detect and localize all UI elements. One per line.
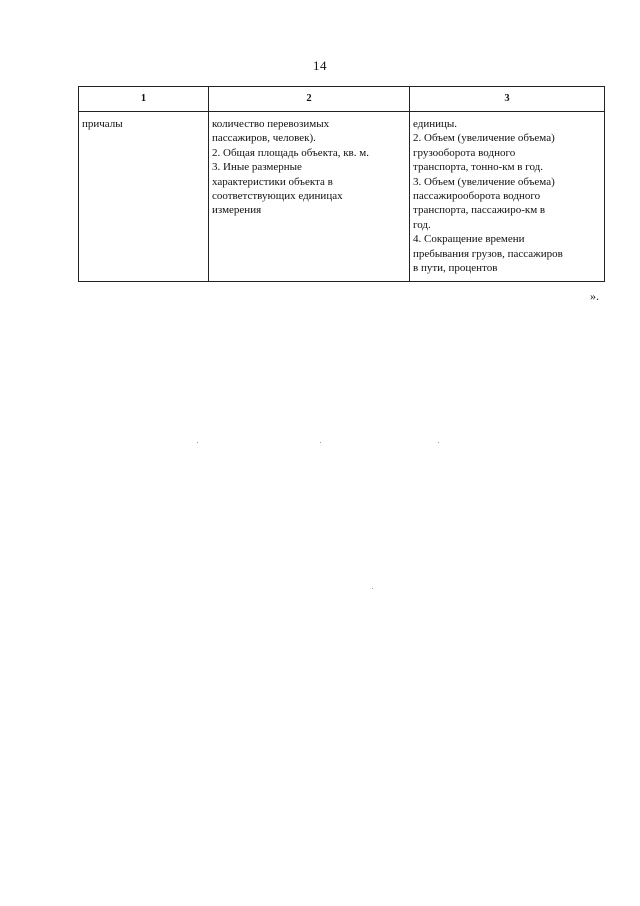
cell-line: характеристики объекта в xyxy=(212,175,333,188)
cell-line: пассажиров, человек). xyxy=(212,132,316,145)
closing-quote-mark: ». xyxy=(590,289,599,303)
cell-line: 3. Объем (увеличение объема) xyxy=(413,175,555,188)
table-header-row xyxy=(79,87,605,112)
scan-speck xyxy=(438,442,439,443)
scan-speck xyxy=(372,588,373,589)
cell-line: 4. Сокращение времени xyxy=(413,233,525,246)
scan-speck xyxy=(320,442,321,443)
cell-line: количество перевозимых xyxy=(212,118,330,130)
page-number: 14 xyxy=(313,58,327,73)
column-header-3: 3 xyxy=(410,87,605,112)
cell-line: единицы. xyxy=(413,118,458,130)
column-header-1: 1 xyxy=(79,87,209,112)
cell-line: 3. Иные размерные xyxy=(212,161,302,174)
cell-line: транспорта, пассажиро-км в xyxy=(413,204,546,217)
cell-line: 2. Объем (увеличение объема) xyxy=(413,132,555,145)
cell-line: грузооборота водного xyxy=(413,146,516,159)
cell-line: 2. Общая площадь объекта, кв. м. xyxy=(212,146,369,159)
object-type-text: причалы xyxy=(82,118,123,130)
object-type-cell xyxy=(79,112,209,282)
scan-speck xyxy=(197,442,198,443)
column-header-2: 2 xyxy=(209,87,410,112)
cell-line: год. xyxy=(413,218,431,231)
characteristics-cell xyxy=(209,112,410,282)
cell-line: пребывания грузов, пассажиров xyxy=(413,247,563,260)
cell-line: транспорта, тонно-км в год. xyxy=(413,161,544,174)
indicators-cell xyxy=(410,112,605,282)
cell-line: соответствующих единицах xyxy=(212,190,343,203)
document-table xyxy=(78,86,605,282)
cell-line: измерения xyxy=(212,204,262,217)
cell-line: пассажирооборота водного xyxy=(413,190,541,203)
cell-line: в пути, процентов xyxy=(413,262,498,275)
table-row xyxy=(79,112,605,282)
